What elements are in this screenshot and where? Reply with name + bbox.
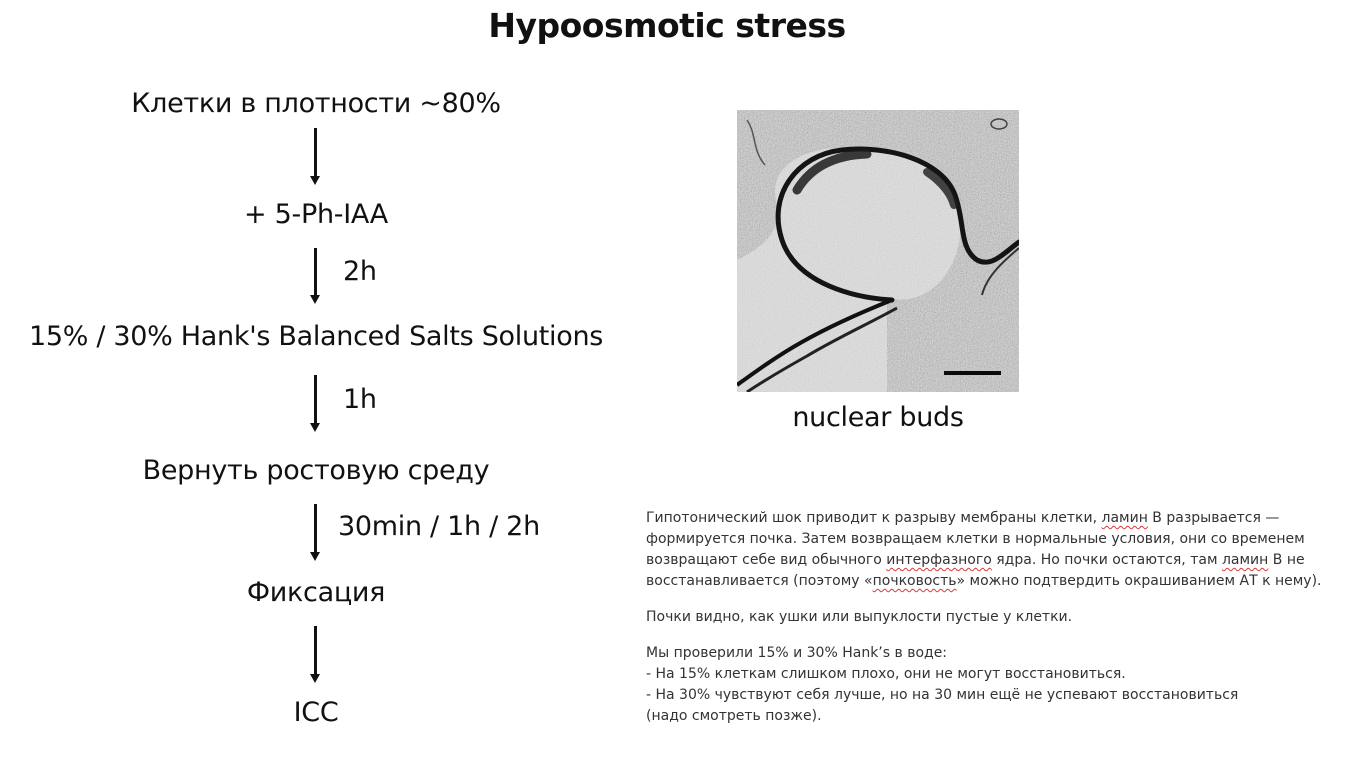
spellcheck-word: ламин	[1101, 510, 1148, 526]
step-return-medium: Вернуть ростовую среду	[142, 455, 490, 486]
notes-paragraph-1	[646, 508, 1346, 592]
notes-line: формируется почка. Затем возвращаем клетки в нормальные условия, они со временем	[646, 531, 1305, 547]
arrow-1	[314, 128, 317, 178]
duration-2h: 2h	[343, 256, 377, 287]
step-fixation: Фиксация	[246, 577, 386, 608]
spellcheck-word: почковость	[872, 573, 957, 589]
image-caption: nuclear buds	[792, 402, 964, 433]
arrow-4	[314, 504, 317, 554]
step-icc: ICC	[293, 697, 339, 728]
notes-paragraph-2	[646, 607, 1346, 628]
notes-line: Мы проверили 15% и 30% Hank’s в воде:	[646, 645, 948, 661]
notes-line: Почки видно, как ушки или выпуклости пустые у клетки.	[646, 609, 1073, 625]
step-add-auxin: + 5-Ph-IAA	[244, 199, 388, 230]
slide-title: Hypoosmotic stress	[488, 6, 846, 45]
notes-line: - На 15% клеткам слишком плохо, они не могут восстановиться.	[646, 666, 1126, 682]
notes-line: Гипотонический шок приводит к разрыву мембраны клетки, ламин B разрывается —	[646, 510, 1280, 526]
notes-paragraph-3	[646, 643, 1346, 727]
duration-1h: 1h	[343, 384, 377, 415]
notes-line: восстанавливается (поэтому «почковость» можно подтвердить окрашиванием АТ к нему).	[646, 573, 1322, 589]
step-hanks-solution: 15% / 30% Hank's Balanced Salts Solutions	[28, 321, 604, 352]
duration-recovery: 30min / 1h / 2h	[338, 511, 540, 542]
notes-line: возвращают себе вид обычного интерфазного ядра. Но почки остаются, там ламин B не	[646, 552, 1305, 568]
arrow-5	[314, 626, 317, 676]
notes-line: - На 30% чувствуют себя лучше, но на 30 мин ещё не успевают восстановиться	[646, 687, 1239, 703]
notes-line: (надо смотреть позже).	[646, 708, 822, 724]
arrow-3	[314, 375, 317, 425]
step-cell-density: Клетки в плотности ~80%	[131, 88, 501, 119]
nuclear-bud-micrograph	[737, 110, 1019, 392]
scale-bar	[944, 371, 1001, 375]
spellcheck-word: интерфазного	[886, 552, 992, 568]
notes-text	[646, 508, 1346, 742]
spellcheck-word: ламин	[1221, 552, 1269, 568]
arrow-2	[314, 248, 317, 297]
